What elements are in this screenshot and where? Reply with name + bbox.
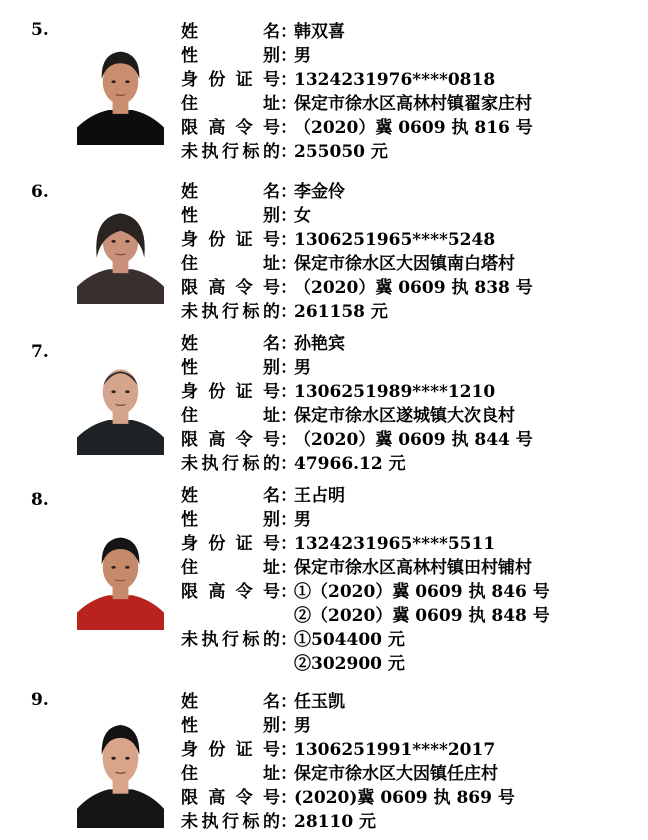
field-label-gender: [181, 204, 280, 228]
label-char: 名: [263, 692, 280, 712]
colon: ：: [280, 206, 297, 226]
label-char: 的: [263, 454, 280, 474]
label-char: 身: [181, 70, 198, 90]
field-value-id: 1306251965****5248: [294, 230, 496, 250]
colon: ：: [280, 142, 297, 162]
label-char: 标: [242, 454, 260, 474]
field-value-name: 韩双喜: [294, 22, 345, 42]
label-char: 标: [242, 302, 260, 322]
colon: ：: [280, 558, 297, 578]
label-char: 性: [181, 46, 198, 66]
field-name: [181, 180, 345, 204]
field-value-address: 保定市徐水区遂城镇大次良村: [294, 406, 515, 426]
colon: ：: [280, 22, 297, 42]
field-unpaid: [181, 628, 405, 652]
person-photo: [77, 198, 164, 304]
field-value-gender: 男: [294, 716, 311, 736]
colon: ：: [280, 454, 297, 474]
field-gender: [181, 508, 311, 532]
person-photo: [77, 524, 164, 630]
label-char: 址: [263, 406, 280, 426]
label-char: 号: [262, 430, 280, 450]
label-char: 性: [181, 206, 198, 226]
label-char: 高: [208, 582, 226, 602]
label-char: 份: [208, 534, 226, 554]
label-char: 址: [263, 94, 280, 114]
label-char: 姓: [181, 486, 198, 506]
field-value-order: ②（2020）冀 0609 执 848 号: [294, 606, 550, 626]
label-char: 限: [181, 118, 198, 138]
field-label-gender: [181, 714, 280, 738]
colon: ：: [280, 278, 297, 298]
label-char: 的: [263, 812, 280, 832]
field-label-address: [181, 762, 280, 786]
field-value-order: （2020）冀 0609 执 838 号: [294, 278, 533, 298]
field-label-name: [181, 332, 280, 356]
entry-number: 8.: [31, 490, 49, 510]
colon: ：: [280, 740, 297, 760]
field-value-id: 1324231965****5511: [294, 534, 496, 554]
label-char: 别: [263, 716, 280, 736]
field-label-id: [181, 532, 280, 556]
label-char: 名: [263, 334, 280, 354]
label-char: 住: [181, 406, 198, 426]
field-value-id: 1306251989****1210: [294, 382, 496, 402]
field-value-order: ①（2020）冀 0609 执 846 号: [294, 582, 550, 602]
person-photo: [77, 38, 164, 145]
label-char: 性: [181, 510, 198, 530]
colon: ：: [280, 406, 297, 426]
label-char: 行: [222, 454, 239, 474]
colon: ：: [280, 430, 297, 450]
label-char: 令: [235, 788, 253, 808]
colon: ：: [280, 182, 297, 202]
label-char: 证: [235, 70, 253, 90]
label-char: 执: [201, 454, 219, 474]
label-char: 行: [222, 142, 239, 162]
label-char: 高: [208, 278, 226, 298]
colon: ：: [280, 534, 297, 554]
label-char: 号: [262, 70, 280, 90]
field-unpaid: [181, 810, 376, 834]
label-char: 住: [181, 558, 198, 578]
field-value-gender: 女: [294, 206, 311, 226]
label-char: 性: [181, 358, 198, 378]
label-char: 未: [181, 812, 198, 832]
entry-number: 7.: [31, 342, 49, 362]
label-char: 行: [222, 302, 239, 322]
colon: ：: [280, 46, 297, 66]
field-label-order: [181, 276, 280, 300]
label-char: 身: [181, 382, 198, 402]
field-label-id: [181, 738, 280, 762]
field-order: [181, 428, 533, 452]
colon: ：: [280, 94, 297, 114]
label-char: 别: [263, 46, 280, 66]
field-order-cont: [181, 604, 550, 628]
label-char: 姓: [181, 182, 198, 202]
field-order: [181, 786, 515, 810]
label-char: 住: [181, 94, 198, 114]
field-id: [181, 380, 495, 404]
field-label-gender: [181, 508, 280, 532]
field-value-name: 任玉凯: [294, 692, 345, 712]
label-char: 性: [181, 716, 198, 736]
label-char: 的: [263, 142, 280, 162]
field-value-unpaid: 255050 元: [294, 142, 388, 162]
field-order: [181, 580, 550, 604]
label-char: 令: [235, 118, 253, 138]
label-char: 限: [181, 582, 198, 602]
field-value-name: 李金伶: [294, 182, 345, 202]
label-char: 号: [262, 382, 280, 402]
entry-number: 9.: [31, 690, 49, 710]
field-unpaid: [181, 452, 406, 476]
label-char: 址: [263, 764, 280, 784]
label-char: 号: [262, 118, 280, 138]
colon: ：: [280, 254, 297, 274]
label-char: 名: [263, 486, 280, 506]
field-value-address: 保定市徐水区高林村镇田村铺村: [294, 558, 532, 578]
field-value-address: 保定市徐水区高林村镇翟家庄村: [294, 94, 532, 114]
colon: ：: [280, 510, 297, 530]
field-label-name: [181, 180, 280, 204]
field-address: [181, 404, 515, 428]
label-char: 高: [208, 430, 226, 450]
label-char: 名: [263, 182, 280, 202]
field-value-unpaid: ②302900 元: [294, 654, 405, 674]
field-unpaid: [181, 300, 388, 324]
colon: ：: [280, 582, 297, 602]
field-value-unpaid: 47966.12 元: [294, 454, 406, 474]
entry-number: 6.: [31, 182, 49, 202]
label-char: 住: [181, 254, 198, 274]
colon: ：: [280, 302, 297, 322]
colon: ：: [280, 118, 297, 138]
field-value-gender: 男: [294, 46, 311, 66]
field-value-address: 保定市徐水区大因镇南白塔村: [294, 254, 515, 274]
colon: ：: [280, 716, 297, 736]
label-char: 证: [235, 534, 253, 554]
label-char: 限: [181, 788, 198, 808]
field-id: [181, 738, 495, 762]
colon: ：: [280, 358, 297, 378]
field-address: [181, 92, 532, 116]
field-unpaid: [181, 140, 388, 164]
label-char: 执: [201, 142, 219, 162]
field-label-gender: [181, 356, 280, 380]
field-label-name: [181, 690, 280, 714]
field-label-address: [181, 404, 280, 428]
label-char: 高: [208, 118, 226, 138]
field-label-address: [181, 252, 280, 276]
label-char: 令: [235, 582, 253, 602]
field-value-gender: 男: [294, 510, 311, 530]
label-char: 份: [208, 740, 226, 760]
field-id: [181, 532, 495, 556]
field-order: [181, 276, 533, 300]
field-address: [181, 762, 498, 786]
label-char: 的: [263, 302, 280, 322]
label-char: 未: [181, 302, 198, 322]
field-value-gender: 男: [294, 358, 311, 378]
field-label-address: [181, 556, 280, 580]
field-name: [181, 332, 345, 356]
label-char: 执: [201, 302, 219, 322]
label-char: 姓: [181, 692, 198, 712]
label-char: 姓: [181, 22, 198, 42]
field-gender: [181, 714, 311, 738]
field-label-address: [181, 92, 280, 116]
field-label-name: [181, 484, 280, 508]
field-label-order: [181, 428, 280, 452]
label-char: 住: [181, 764, 198, 784]
label-char: 姓: [181, 334, 198, 354]
label-char: 号: [262, 582, 280, 602]
field-value-id: 1324231976****0818: [294, 70, 496, 90]
label-char: 号: [262, 534, 280, 554]
field-name: [181, 484, 345, 508]
field-label-id: [181, 68, 280, 92]
person-photo: [77, 348, 164, 455]
label-char: 号: [262, 740, 280, 760]
field-label-gender: [181, 44, 280, 68]
field-label-unpaid: [181, 140, 280, 164]
field-name: [181, 690, 345, 714]
field-label-name: [181, 20, 280, 44]
field-label-order: [181, 116, 280, 140]
field-value-id: 1306251991****2017: [294, 740, 496, 760]
field-order: [181, 116, 533, 140]
field-id: [181, 228, 495, 252]
field-label-unpaid: [181, 810, 280, 834]
colon: ：: [280, 692, 297, 712]
label-char: 别: [263, 358, 280, 378]
entry-number: 5.: [31, 20, 49, 40]
field-label-unpaid: [181, 300, 280, 324]
person-photo: [77, 710, 164, 828]
field-name: [181, 20, 345, 44]
field-value-name: 孙艳宾: [294, 334, 345, 354]
label-char: 证: [235, 740, 253, 760]
field-address: [181, 252, 515, 276]
field-gender: [181, 204, 311, 228]
label-char: 身: [181, 534, 198, 554]
colon: ：: [280, 788, 297, 808]
field-label-unpaid: [181, 452, 280, 476]
colon: ：: [280, 812, 297, 832]
label-char: 身: [181, 230, 198, 250]
colon: ：: [280, 630, 297, 650]
label-char: 标: [242, 142, 260, 162]
field-label-id: [181, 228, 280, 252]
label-char: 高: [208, 788, 226, 808]
label-char: 行: [222, 630, 239, 650]
label-char: 证: [235, 382, 253, 402]
colon: ：: [280, 334, 297, 354]
label-char: 号: [262, 278, 280, 298]
field-label-id: [181, 380, 280, 404]
label-char: 令: [235, 430, 253, 450]
label-char: 号: [262, 788, 280, 808]
field-address: [181, 556, 532, 580]
colon: ：: [280, 764, 297, 784]
label-char: 别: [263, 206, 280, 226]
label-char: 的: [263, 630, 280, 650]
field-value-order: （2020）冀 0609 执 816 号: [294, 118, 533, 138]
field-value-unpaid: 261158 元: [294, 302, 388, 322]
field-value-unpaid: ①504400 元: [294, 630, 405, 650]
label-char: 未: [181, 630, 198, 650]
field-label-order: [181, 580, 280, 604]
field-value-order: (2020)冀 0609 执 869 号: [294, 788, 515, 808]
label-char: 号: [262, 230, 280, 250]
field-label-unpaid: [181, 628, 280, 652]
label-char: 标: [242, 630, 260, 650]
label-char: 份: [208, 70, 226, 90]
field-value-name: 王占明: [294, 486, 345, 506]
label-char: 执: [201, 630, 219, 650]
colon: ：: [280, 230, 297, 250]
label-char: 名: [263, 22, 280, 42]
label-char: 身: [181, 740, 198, 760]
label-char: 未: [181, 142, 198, 162]
label-char: 份: [208, 382, 226, 402]
field-gender: [181, 356, 311, 380]
label-char: 址: [263, 558, 280, 578]
field-value-address: 保定市徐水区大因镇任庄村: [294, 764, 498, 784]
field-unpaid-cont: [181, 652, 405, 676]
label-char: 址: [263, 254, 280, 274]
colon: ：: [280, 382, 297, 402]
field-id: [181, 68, 495, 92]
colon: ：: [280, 70, 297, 90]
label-char: 未: [181, 454, 198, 474]
label-char: 限: [181, 278, 198, 298]
label-char: 份: [208, 230, 226, 250]
colon: ：: [280, 486, 297, 506]
label-char: 执: [201, 812, 219, 832]
field-value-unpaid: 28110 元: [294, 812, 377, 832]
field-value-order: （2020）冀 0609 执 844 号: [294, 430, 533, 450]
label-char: 限: [181, 430, 198, 450]
label-char: 别: [263, 510, 280, 530]
label-char: 证: [235, 230, 253, 250]
label-char: 标: [242, 812, 260, 832]
field-label-order: [181, 786, 280, 810]
field-gender: [181, 44, 311, 68]
label-char: 令: [235, 278, 253, 298]
label-char: 行: [222, 812, 239, 832]
